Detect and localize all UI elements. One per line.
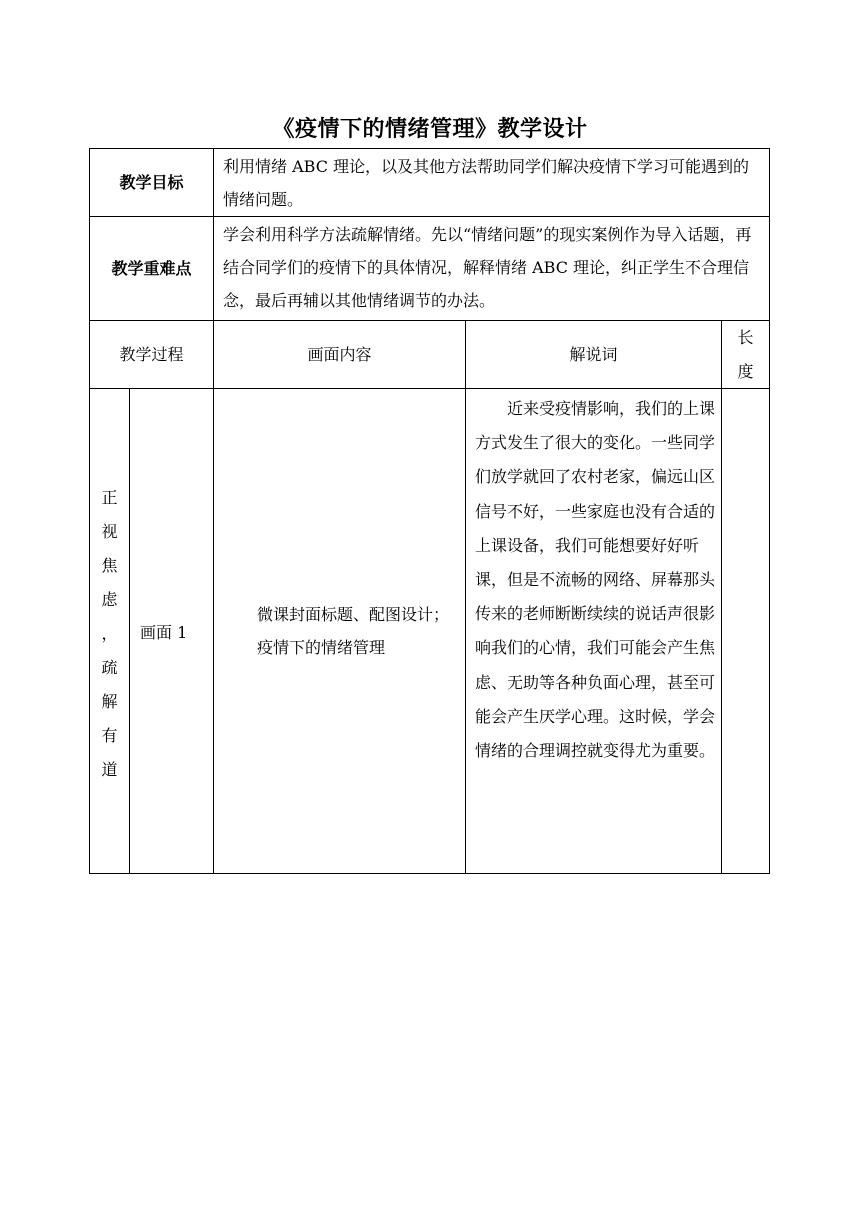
section-char: 焦 bbox=[101, 556, 118, 575]
col-divider-narration bbox=[721, 320, 722, 874]
section-title bbox=[90, 481, 129, 787]
goal-label: 教学目标 bbox=[119, 173, 184, 192]
section-char: 道 bbox=[101, 760, 118, 779]
section-char: 疏 bbox=[101, 658, 118, 677]
header-length-char: 长 bbox=[737, 328, 754, 347]
screen-content: 微课封面标题、配图设计；疫情下的情绪管理 bbox=[257, 605, 450, 657]
col-divider-label bbox=[213, 148, 214, 874]
section-char: 正 bbox=[101, 488, 118, 507]
col-divider-screen bbox=[465, 320, 466, 874]
header-length-char: 度 bbox=[737, 362, 754, 381]
key-text: 学会利用科学方法疏解情绪。先以“情绪问题”的现实案例作为导入话题，再结合同学们的疫情下的具体情况，解释情绪 ABC 理论，纠正学生不合理信念，最后再辅以其他情绪调节的办法。 bbox=[223, 225, 752, 310]
table-border-bottom bbox=[89, 873, 770, 874]
section-char: 视 bbox=[101, 522, 118, 541]
section-char: 有 bbox=[101, 726, 118, 745]
key-label: 教学重难点 bbox=[111, 259, 192, 278]
table-border-right bbox=[769, 148, 770, 874]
header-process: 教学过程 bbox=[119, 345, 184, 364]
header-screen: 画面内容 bbox=[307, 345, 372, 364]
section-char: 虑 bbox=[101, 590, 118, 609]
section-char: 解 bbox=[101, 692, 118, 711]
frame-label: 画面 1 bbox=[140, 623, 188, 642]
document-title: 《疫情下的情绪管理》教学设计 bbox=[272, 117, 588, 142]
header-length bbox=[722, 322, 769, 388]
goal-text: 利用情绪 ABC 理论，以及其他方法帮助同学们解决疫情下学习可能遇到的情绪问题。 bbox=[223, 157, 750, 209]
header-narration: 解说词 bbox=[569, 345, 618, 364]
narration-text: 近来受疫情影响，我们的上课方式发生了很大的变化。一些同学们放学就回了农村老家，偏远山区信号不好，一些家庭也没有合适的上课设备，我们可能想要好好听课，但是不流畅的网络、屏幕那头传来的老师断断续续的说话声很影响我们的心情，我们可能会产生焦虑、无助等各种负面心理，甚至可能会产生厌学心理。这时候，学会情绪的合理调控就变得尤为重要。 bbox=[475, 399, 716, 761]
section-char: ， bbox=[101, 624, 118, 643]
col-divider-section bbox=[129, 388, 130, 874]
row-divider-header bbox=[89, 388, 770, 389]
